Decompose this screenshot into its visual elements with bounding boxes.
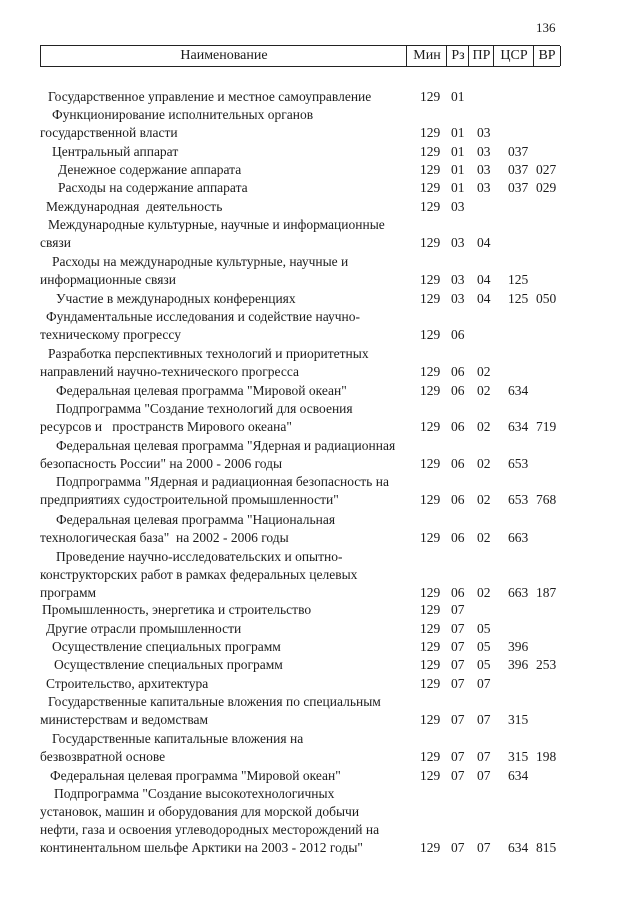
row-code-csr: 653	[508, 456, 529, 471]
row-name-line: технологическая база" на 2002 - 2006 годы	[40, 530, 289, 545]
row-code-pr: 03	[477, 144, 491, 159]
row-name-line: Строительство, архитектура	[46, 676, 209, 691]
row-code-csr: 396	[508, 639, 529, 654]
row-code-pr: 02	[477, 364, 491, 379]
row-code-min: 129	[420, 272, 441, 287]
row-code-pr: 03	[477, 180, 491, 195]
row-code-min: 129	[420, 530, 441, 545]
row-code-vr: 719	[536, 419, 557, 434]
row-code-rz: 07	[451, 768, 465, 783]
row-code-min: 129	[420, 712, 441, 727]
row-name-line: Подпрограмма "Создание высокотехнологичных	[54, 786, 335, 801]
row-code-min: 129	[420, 162, 441, 177]
row-code-csr: 125	[508, 291, 529, 306]
table-header	[40, 45, 560, 67]
page-number: 136	[536, 20, 556, 35]
row-name-line: установок, машин и оборудования для морской добычи	[40, 804, 360, 819]
row-code-rz: 06	[451, 364, 465, 379]
row-name-line: министерствам и ведомствам	[40, 712, 209, 727]
row-code-min: 129	[420, 419, 441, 434]
row-name-line: Разработка перспективных технологий и приоритетных	[48, 346, 369, 361]
row-code-csr: 634	[508, 419, 529, 434]
row-name-line: Федеральная целевая программа "Национальная	[56, 512, 336, 527]
row-code-rz: 06	[451, 327, 465, 342]
row-name-line: континентальном шельфе Арктики на 2003 - 2012 годы"	[40, 840, 363, 855]
row-code-vr: 253	[536, 657, 557, 672]
row-code-min: 129	[420, 199, 441, 214]
row-code-min: 129	[420, 492, 441, 507]
row-code-pr: 02	[477, 530, 491, 545]
row-code-pr: 02	[477, 419, 491, 434]
row-code-vr: 027	[536, 162, 557, 177]
row-code-min: 129	[420, 676, 441, 691]
row-code-csr: 663	[508, 585, 529, 600]
row-name-line: Федеральная целевая программа "Мировой океан"	[56, 383, 347, 398]
row-name-line: Функционирование исполнительных органов	[52, 107, 314, 122]
row-code-rz: 03	[451, 291, 465, 306]
row-code-rz: 07	[451, 676, 465, 691]
row-code-rz: 03	[451, 272, 465, 287]
row-code-min: 129	[420, 235, 441, 250]
row-code-csr: 037	[508, 144, 529, 159]
row-name-line: Государственное управление и местное самоуправление	[48, 89, 372, 104]
row-code-pr: 02	[477, 456, 491, 471]
row-name-line: Международные культурные, научные и информационные	[48, 217, 385, 232]
row-name-line: Федеральная целевая программа "Мировой океан"	[50, 768, 341, 783]
row-code-rz: 07	[451, 840, 465, 855]
row-code-rz: 06	[451, 419, 465, 434]
row-name-line: программ	[40, 585, 97, 600]
header-pr: ПР	[468, 46, 494, 66]
row-name-line: нефти, газа и освоения углеводородных месторождений на	[40, 822, 380, 837]
row-name-line: безвозвратной основе	[40, 749, 166, 764]
row-code-rz: 07	[451, 712, 465, 727]
row-name-line: безопасность России" на 2000 - 2006 годы	[40, 456, 283, 471]
row-name-line: Центральный аппарат	[52, 144, 179, 159]
row-code-vr: 198	[536, 749, 557, 764]
header-name: Наименование	[40, 46, 407, 66]
row-name-line: предприятиях судостроительной промышленности"	[40, 492, 339, 507]
header-vr: ВР	[533, 46, 561, 66]
row-code-rz: 01	[451, 180, 465, 195]
row-code-min: 129	[420, 840, 441, 855]
row-code-vr: 815	[536, 840, 557, 855]
row-name-line: Другие отрасли промышленности	[46, 621, 242, 636]
row-code-csr: 315	[508, 712, 529, 727]
row-code-csr: 634	[508, 840, 529, 855]
row-code-rz: 03	[451, 199, 465, 214]
row-code-csr: 037	[508, 180, 529, 195]
row-code-min: 129	[420, 657, 441, 672]
row-name-line: информационные связи	[40, 272, 176, 287]
row-code-rz: 07	[451, 749, 465, 764]
row-code-rz: 07	[451, 602, 465, 617]
row-code-vr: 050	[536, 291, 557, 306]
row-code-csr: 653	[508, 492, 529, 507]
row-code-rz: 06	[451, 530, 465, 545]
row-code-vr: 187	[536, 585, 557, 600]
header-csr: ЦСР	[493, 46, 534, 66]
row-code-rz: 06	[451, 492, 465, 507]
row-code-csr: 125	[508, 272, 529, 287]
row-code-csr: 037	[508, 162, 529, 177]
row-name-line: Денежное содержание аппарата	[58, 162, 242, 177]
row-code-rz: 01	[451, 162, 465, 177]
row-name-line: Осуществление специальных программ	[52, 639, 281, 654]
row-code-pr: 07	[477, 840, 491, 855]
row-code-pr: 07	[477, 676, 491, 691]
row-code-pr: 04	[477, 272, 491, 287]
row-code-csr: 663	[508, 530, 529, 545]
header-min: Мин	[406, 46, 447, 66]
row-name-line: государственной власти	[40, 125, 178, 140]
row-code-rz: 07	[451, 621, 465, 636]
row-name-line: Расходы на содержание аппарата	[58, 180, 248, 195]
row-code-min: 129	[420, 180, 441, 195]
row-code-min: 129	[420, 364, 441, 379]
row-name-line: Государственные капитальные вложения на	[52, 731, 304, 746]
row-code-pr: 03	[477, 125, 491, 140]
row-code-pr: 05	[477, 657, 491, 672]
row-code-pr: 04	[477, 235, 491, 250]
row-name-line: Осуществление специальных программ	[54, 657, 283, 672]
row-code-csr: 396	[508, 657, 529, 672]
row-name-line: направлений научно-технического прогресса	[40, 364, 299, 379]
row-code-min: 129	[420, 602, 441, 617]
row-name-line: Проведение научно-исследовательских и опытно-	[56, 549, 343, 564]
row-name-line: Фундаментальные исследования и содействие научно-	[46, 309, 361, 324]
row-code-rz: 03	[451, 235, 465, 250]
row-code-rz: 01	[451, 89, 465, 104]
row-code-rz: 06	[451, 585, 465, 600]
row-name-line: Участие в международных конференциях	[56, 291, 296, 306]
row-code-min: 129	[420, 585, 441, 600]
row-code-vr: 029	[536, 180, 557, 195]
row-code-pr: 05	[477, 621, 491, 636]
row-code-pr: 02	[477, 492, 491, 507]
row-name-line: Промышленность, энергетика и строительство	[42, 602, 312, 617]
row-name-line: Федеральная целевая программа "Ядерная и радиационная	[56, 438, 396, 453]
row-name-line: конструкторских работ в рамках федеральных целевых	[40, 567, 358, 582]
header-rz: Рз	[446, 46, 469, 66]
row-code-rz: 01	[451, 125, 465, 140]
row-name-line: Подпрограмма "Создание технологий для освоения	[56, 401, 353, 416]
row-code-csr: 634	[508, 383, 529, 398]
row-code-min: 129	[420, 456, 441, 471]
row-code-rz: 07	[451, 657, 465, 672]
row-code-pr: 07	[477, 768, 491, 783]
row-code-vr: 768	[536, 492, 557, 507]
row-code-min: 129	[420, 125, 441, 140]
row-code-pr: 04	[477, 291, 491, 306]
row-name-line: Расходы на международные культурные, научные и	[52, 254, 349, 269]
row-code-min: 129	[420, 383, 441, 398]
row-name-line: Государственные капитальные вложения по специальным	[48, 694, 381, 709]
row-code-rz: 06	[451, 383, 465, 398]
row-name-line: ресурсов и пространств Мирового океана"	[40, 419, 292, 434]
row-code-rz: 01	[451, 144, 465, 159]
row-name-line: Подпрограмма "Ядерная и радиационная безопасность на	[56, 474, 389, 489]
row-name-line: техническому прогрессу	[40, 327, 181, 342]
row-code-min: 129	[420, 621, 441, 636]
row-code-csr: 315	[508, 749, 529, 764]
row-code-pr: 07	[477, 749, 491, 764]
row-code-pr: 02	[477, 585, 491, 600]
row-code-pr: 05	[477, 639, 491, 654]
row-code-min: 129	[420, 327, 441, 342]
row-code-pr: 02	[477, 383, 491, 398]
row-code-csr: 634	[508, 768, 529, 783]
row-code-rz: 07	[451, 639, 465, 654]
row-code-min: 129	[420, 768, 441, 783]
row-code-rz: 06	[451, 456, 465, 471]
row-name-line: связи	[40, 235, 71, 250]
row-name-line: Международная деятельность	[46, 199, 223, 214]
row-code-min: 129	[420, 291, 441, 306]
row-code-min: 129	[420, 749, 441, 764]
row-code-min: 129	[420, 639, 441, 654]
row-code-min: 129	[420, 89, 441, 104]
row-code-pr: 03	[477, 162, 491, 177]
row-code-pr: 07	[477, 712, 491, 727]
row-code-min: 129	[420, 144, 441, 159]
